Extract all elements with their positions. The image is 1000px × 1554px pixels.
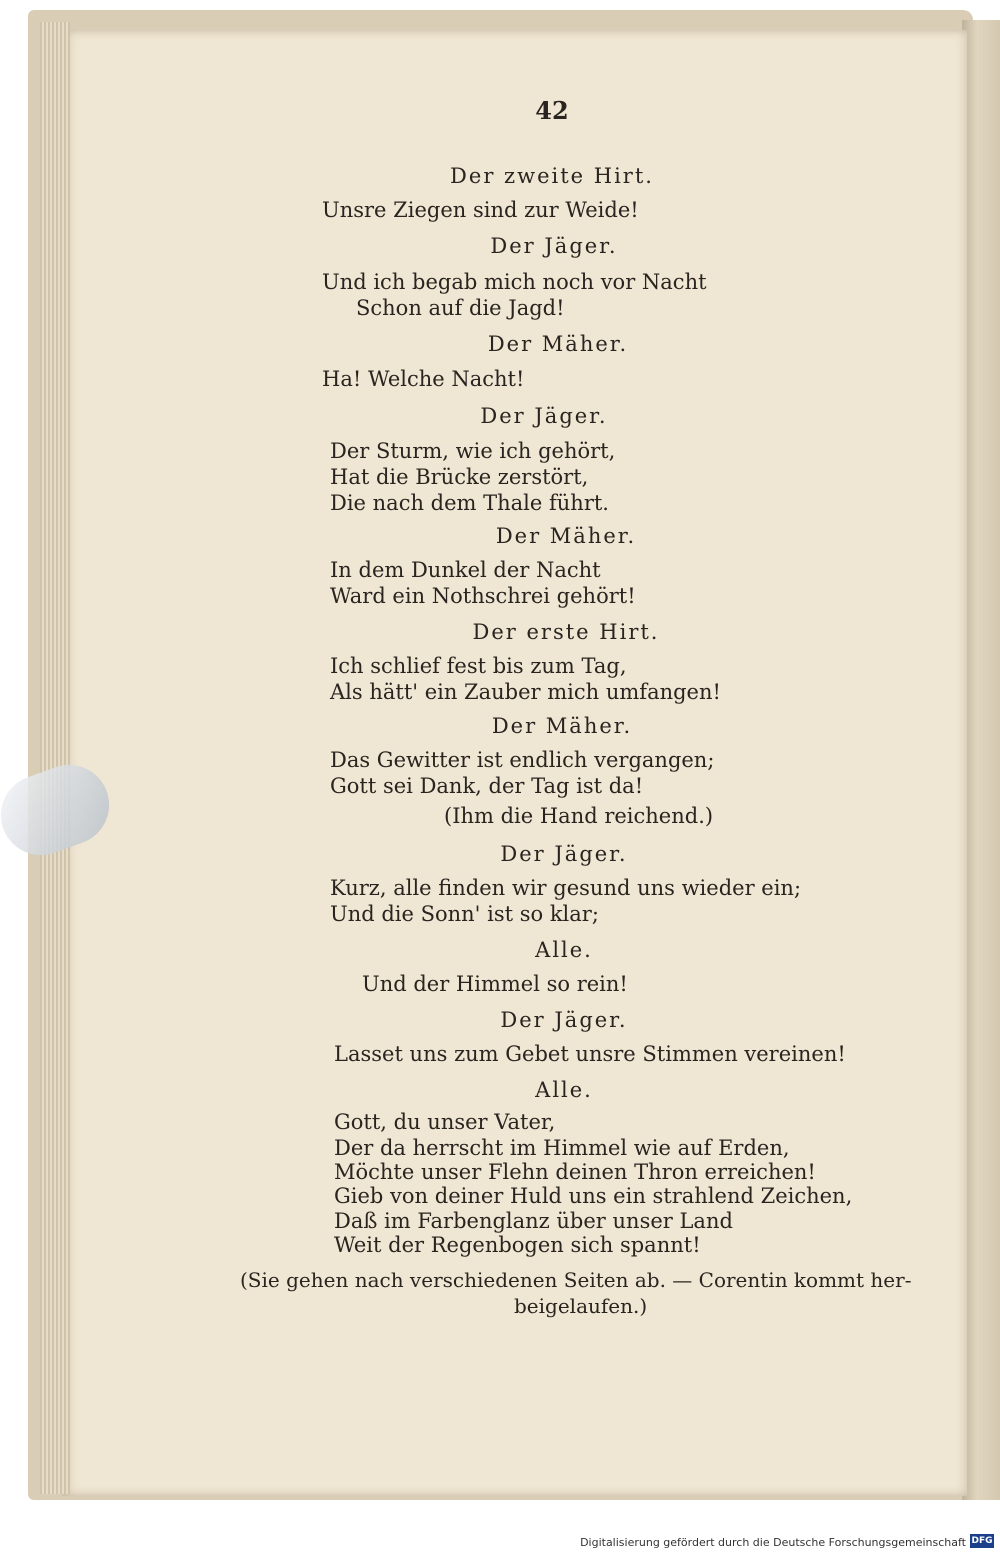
verse-line: Ward ein Nothschrei gehört! xyxy=(330,584,636,608)
verse-line: Lasset uns zum Gebet unsre Stimmen vereinen! xyxy=(334,1042,846,1066)
stage-direction: (Ihm die Hand reichend.) xyxy=(444,804,714,828)
verse-line: Unsre Ziegen sind zur Weide! xyxy=(322,198,639,222)
verse-line: Als hätt' ein Zauber mich umfangen! xyxy=(330,680,721,704)
page-stack-edge xyxy=(40,22,70,1494)
verse-line: Gott sei Dank, der Tag ist da! xyxy=(330,774,644,798)
verse-line: Ich schlief fest bis zum Tag, xyxy=(330,654,627,678)
verse-line: Und die Sonn' ist so klar; xyxy=(330,902,599,926)
verse-line: Der Sturm, wie ich gehört, xyxy=(330,439,616,463)
stage-direction: (Sie gehen nach verschiedenen Seiten ab. — Corentin kommt her- xyxy=(240,1268,912,1292)
verse-line: Weit der Regenbogen sich spannt! xyxy=(334,1233,701,1257)
verse-line: Daß im Farbenglanz über unser Land xyxy=(334,1209,733,1233)
verse-line: Kurz, alle finden wir gesund uns wieder ein; xyxy=(330,876,802,900)
verse-line: Die nach dem Thale führt. xyxy=(330,491,609,515)
dfg-logo: DFG xyxy=(971,1536,993,1546)
verse-line: Und der Himmel so rein! xyxy=(362,972,628,996)
verse-line: Gott, du unser Vater, xyxy=(334,1110,556,1134)
verse-line: Schon auf die Jagd! xyxy=(356,296,565,320)
scanned-book-page: 42 Der zweite Hirt. Unsre Ziegen sind zur Weide! Der Jäger. Und ich begab mich noch vor Nacht Schon auf die Jagd! Der Mäher. Ha! Welche Nacht! Der Jäger. Der Sturm, wie ich gehört, Hat die Brücke zerstört, Die nach dem Thale führt. Der Mäher. In dem Dunkel der Nacht Ward ein Nothschrei gehört! Der erste Hirt. Ich schlief fest bis zum Tag, Als hätt' ein Zauber mich umfangen! Der Mäher. Das Gewitter ist endlich vergangen; Gott sei Dank, der Tag ist da! (Ihm die Hand reichend.) Der Jäger. Kurz, alle finden wir gesund uns wieder ein; Und die Sonn' ist so klar; Alle. Und der Himmel so rein! Der Jäger. Lasset uns zum Gebet unsre Stimmen vereinen! Alle. Gott, du unser Vater, Der da herrscht im Himmel wie auf Erden, Möchte unser Flehn deinen Thron erreichen! Gieb von deiner Huld uns ein strahlend Zeichen, Daß im Farbenglanz über unser Land Weit der Regenbogen sich spannt! (Sie gehen nach verschiedenen Seiten ab. — Corentin kommt her- beigelaufen.) Digitalisierung gefördert durch die Deutsche Forschungsgemeinschaft DFG xyxy=(0,0,1000,1554)
verse-line: Und ich begab mich noch vor Nacht xyxy=(322,270,707,294)
verse-line: Gieb von deiner Huld uns ein strahlend Zeichen, xyxy=(334,1184,853,1208)
verse-line: Möchte unser Flehn deinen Thron erreichen! xyxy=(334,1160,816,1184)
facing-page-gutter xyxy=(962,20,1000,1500)
funding-credit: Digitalisierung gefördert durch die Deutsche Forschungsgemeinschaft xyxy=(580,1536,966,1549)
stage-direction: beigelaufen.) xyxy=(514,1294,648,1318)
verse-line: Das Gewitter ist endlich vergangen; xyxy=(330,748,715,772)
digitization-footer xyxy=(0,1528,1000,1554)
verse-line: In dem Dunkel der Nacht xyxy=(330,558,601,582)
verse-line: Der da herrscht im Himmel wie auf Erden, xyxy=(334,1136,790,1160)
verse-line: Hat die Brücke zerstört, xyxy=(330,465,589,489)
verse-line: Ha! Welche Nacht! xyxy=(322,367,525,391)
